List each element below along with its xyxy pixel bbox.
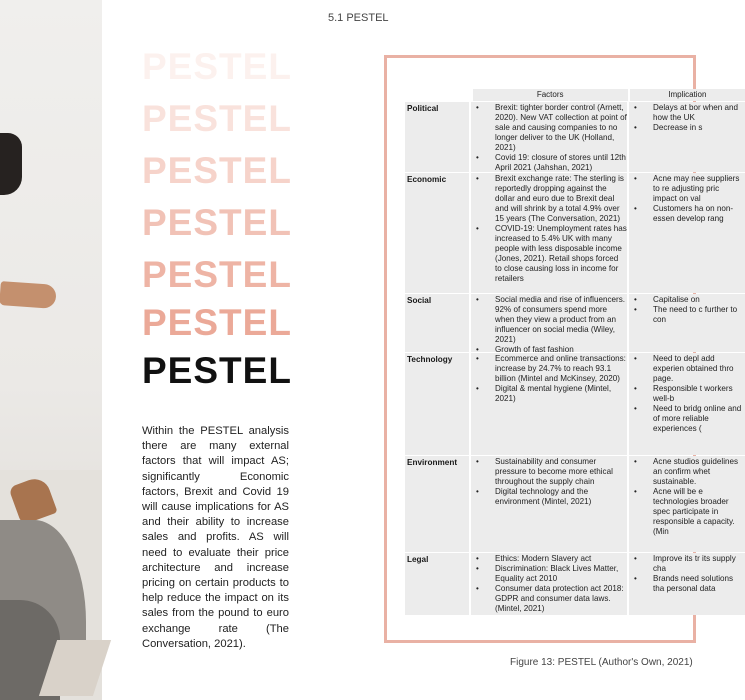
pestel-word-main: PESTEL xyxy=(142,350,292,391)
table-header-blank xyxy=(405,89,471,101)
factors-cell xyxy=(471,353,627,455)
implication-item: • Acne will be e technologies broader spec participate in responsible a capacity. (Min xyxy=(629,487,745,537)
row-label: Environment xyxy=(405,456,469,552)
factor-item: • Digital technology and the environment (Mintel, 2021) xyxy=(471,487,627,507)
factor-item: • Covid 19: closure of stores until 12th April 2021 (Jahshan, 2021) xyxy=(471,153,627,173)
factor-item: • Consumer data protection act 2018: GDPR and consumer data laws. (Mintel, 2021) xyxy=(471,584,627,614)
row-label: Political xyxy=(405,102,469,172)
implications-cell xyxy=(629,294,745,352)
factors-cell xyxy=(471,294,627,352)
intro-paragraph: Within the PESTEL analysis there are many external factors that will impact AS; significantly Economic factors, Brexit and Covid 19 will cause implications for AS and their ability to increase sales and profits. AS will need to evaluate their price architecture and increase pricing on certain products to help reduce the impact on its sales from the pound to euro exchange rate (The Conversation, 2021). xyxy=(142,425,289,650)
implication-item: • Acne studios guidelines an confirm whet sustainable. xyxy=(629,457,745,487)
table-row xyxy=(405,553,745,615)
pestel-word: PESTEL xyxy=(142,150,292,191)
factor-item: • Digital & mental hygiene (Mintel, 2021) xyxy=(471,384,627,404)
section-label: 5.1 PESTEL xyxy=(328,12,389,24)
implications-cell xyxy=(629,553,745,615)
factor-item: • Sustainability and consumer pressure to become more ethical throughout the supply chain xyxy=(471,457,627,487)
factors-cell xyxy=(471,553,627,615)
pestel-figure-frame xyxy=(384,55,742,643)
implication-item: • Decrease in s xyxy=(629,123,745,133)
factor-item: • Ecommerce and online transactions: increase by 24.7% to reach 93.1 billion (Mintel and McKinsey, 2020) xyxy=(471,354,627,384)
table-header-factors: Factors xyxy=(473,89,628,101)
factors-cell xyxy=(471,102,627,172)
implication-item: • Customers ha on non-essen develop rang xyxy=(629,204,745,224)
pestel-word: PESTEL xyxy=(142,202,292,243)
table-row xyxy=(405,294,745,352)
implication-item: • Responsible t workers well-b xyxy=(629,384,745,404)
table-row xyxy=(405,173,745,293)
implication-item: • Delays at bor when and how the UK xyxy=(629,103,745,123)
implication-item: • Acne may nee suppliers to re adjusting pric impact on val xyxy=(629,174,745,204)
factor-item: • Brexit exchange rate: The sterling is reportedly dropping against the dollar and euro due to Brexit deal and will shrink by a total 4.9% over 15 years (The Conversation, 2021) xyxy=(471,174,627,224)
photo-hair xyxy=(0,133,22,195)
implication-item: • Capitalise on xyxy=(629,295,745,305)
pestel-table xyxy=(405,89,745,616)
factors-cell xyxy=(471,173,627,293)
implications-cell xyxy=(629,456,745,552)
table-row xyxy=(405,456,745,552)
table-header xyxy=(405,89,745,101)
factor-item: • Discrimination: Black Lives Matter, Equality act 2010 xyxy=(471,564,627,584)
implication-item: • The need to c further to con xyxy=(629,305,745,325)
row-label: Technology xyxy=(405,353,469,455)
table-row xyxy=(405,102,745,172)
pestel-word: PESTEL xyxy=(142,302,292,343)
hero-photo xyxy=(0,0,102,700)
row-label: Social xyxy=(405,294,469,352)
factor-item: • COVID-19: Unemployment rates has increased to 5.4% UK with many people with less disposable income (Jones, 2021). Retail shops forced to close causing loss in income for retailers xyxy=(471,224,627,284)
implication-item: • Brands need solutions tha personal data xyxy=(629,574,745,594)
table-body xyxy=(405,102,745,615)
pestel-word: PESTEL xyxy=(142,98,292,139)
implications-cell xyxy=(629,353,745,455)
implications-cell xyxy=(629,102,745,172)
implication-item: • Need to bridg online and of more reliable experiences ( xyxy=(629,404,745,434)
implication-item: • Need to depl add experien obtained thro page. xyxy=(629,354,745,384)
factor-item: • Ethics: Modern Slavery act xyxy=(471,554,627,564)
row-label: Economic xyxy=(405,173,469,293)
factor-item: • Social media and rise of influencers. 92% of consumers spend more when they view a product from an influencer on social media (Wiley, 2021) xyxy=(471,295,627,345)
table-row xyxy=(405,353,745,455)
pestel-word: PESTEL xyxy=(142,254,292,295)
figure-caption: Figure 13: PESTEL (Author's Own, 2021) xyxy=(510,657,693,668)
factors-cell xyxy=(471,456,627,552)
row-label: Legal xyxy=(405,553,469,615)
factor-item: • Growth of fast fashion xyxy=(471,345,627,355)
photo-arm xyxy=(0,281,57,309)
implications-cell xyxy=(629,173,745,293)
pestel-word: PESTEL xyxy=(142,46,292,87)
implication-item: • Improve its tr its supply cha xyxy=(629,554,745,574)
factor-item: • Brexit: tighter border control (Arnett, 2020). New VAT collection at point of sale and causing companies to no longer deliver to the UK (Holland, 2021) xyxy=(471,103,627,153)
table-header-implications: Implication xyxy=(630,89,745,101)
